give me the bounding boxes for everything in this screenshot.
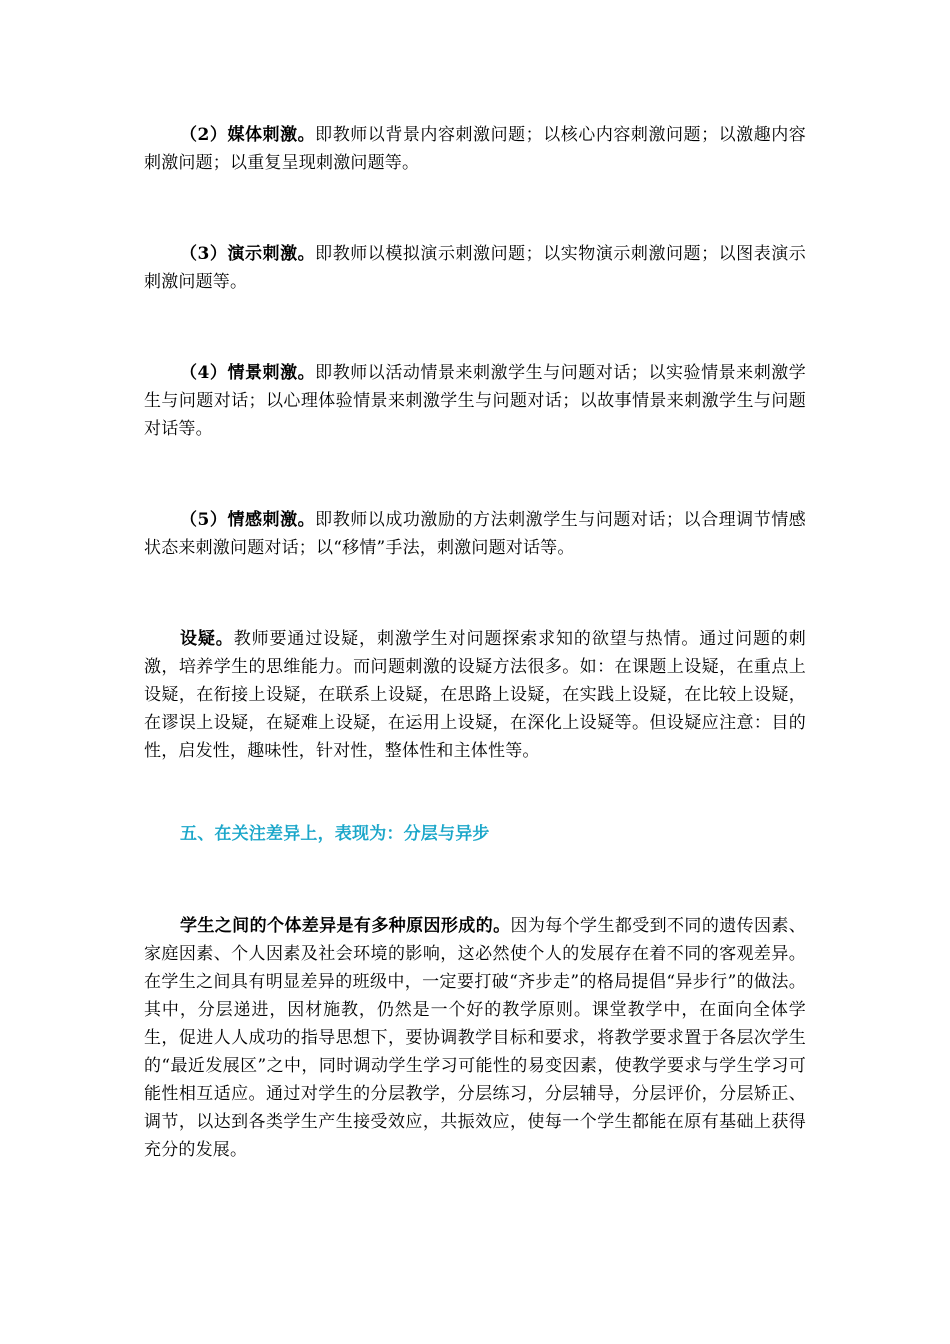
paragraph-body: 即教师以成功激励的方法刺激学生与问题对话；以合理调节情感状态来刺激问题对话；以“移情”手法，刺激问题对话等。 bbox=[144, 510, 806, 558]
paragraph-media-stimulus bbox=[144, 121, 806, 177]
paragraph-lead: 学生之间的个体差异是有多种原因形成的。 bbox=[180, 916, 511, 936]
document-page bbox=[144, 0, 806, 1344]
paragraph-questioning bbox=[144, 625, 806, 765]
paragraph-individual-differences bbox=[144, 912, 806, 1164]
paragraph-scene-stimulus bbox=[144, 359, 806, 443]
paragraph-body: 教师要通过设疑，刺激学生对问题探索求知的欲望与热情。通过问题的刺激，培养学生的思维能力。而问题刺激的设疑方法很多。如：在课题上设疑，在重点上设疑，在衔接上设疑，在联系上设疑，在思路上设疑，在实践上设疑，在比较上设疑，在谬误上设疑，在疑难上设疑，在运用上设疑，在深化上设疑等。但设疑应注意：目的性，启发性，趣味性，针对性，整体性和主体性等。 bbox=[144, 629, 806, 761]
paragraph-lead: （2）媒体刺激。 bbox=[180, 125, 316, 145]
paragraph-lead: （4）情景刺激。 bbox=[180, 363, 316, 383]
paragraph-lead: 设疑。 bbox=[180, 629, 234, 649]
paragraph-lead: （3）演示刺激。 bbox=[180, 244, 316, 264]
paragraph-body: 即教师以模拟演示刺激问题；以实物演示刺激问题；以图表演示刺激问题等。 bbox=[144, 244, 806, 292]
paragraph-body: 因为每个学生都受到不同的遗传因素、家庭因素、个人因素及社会环境的影响，这必然使个人的发展存在着不同的客观差异。在学生之间具有明显差异的班级中，一定要打破“齐步走”的格局提倡“异步行”的做法。其中，分层递进，因材施教，仍然是一个好的教学原则。课堂教学中，在面向全体学生，促进人人成功的指导思想下，要协调教学目标和要求，将教学要求置于各层次学生的“最近发展区”之中，同时调动学生学习可能性的易变因素，使教学要求与学生学习可能性相互适应。通过对学生的分层教学，分层练习，分层辅导，分层评价，分层矫正、调节，以达到各类学生产生接受效应，共振效应，使每一个学生都能在原有基础上获得充分的发展。 bbox=[144, 916, 806, 1160]
paragraph-body: 即教师以活动情景来刺激学生与问题对话；以实验情景来刺激学生与问题对话；以心理体验情景来刺激学生与问题对话；以故事情景来刺激学生与问题对话等。 bbox=[144, 363, 806, 439]
paragraph-demo-stimulus bbox=[144, 240, 806, 296]
paragraph-lead: （5）情感刺激。 bbox=[180, 510, 316, 530]
section-heading: 五、在关注差异上，表现为：分层与异步 bbox=[180, 824, 490, 844]
paragraph-body: 即教师以背景内容刺激问题；以核心内容刺激问题；以激趣内容刺激问题；以重复呈现刺激问题等。 bbox=[144, 125, 806, 173]
paragraph-emotion-stimulus bbox=[144, 506, 806, 562]
